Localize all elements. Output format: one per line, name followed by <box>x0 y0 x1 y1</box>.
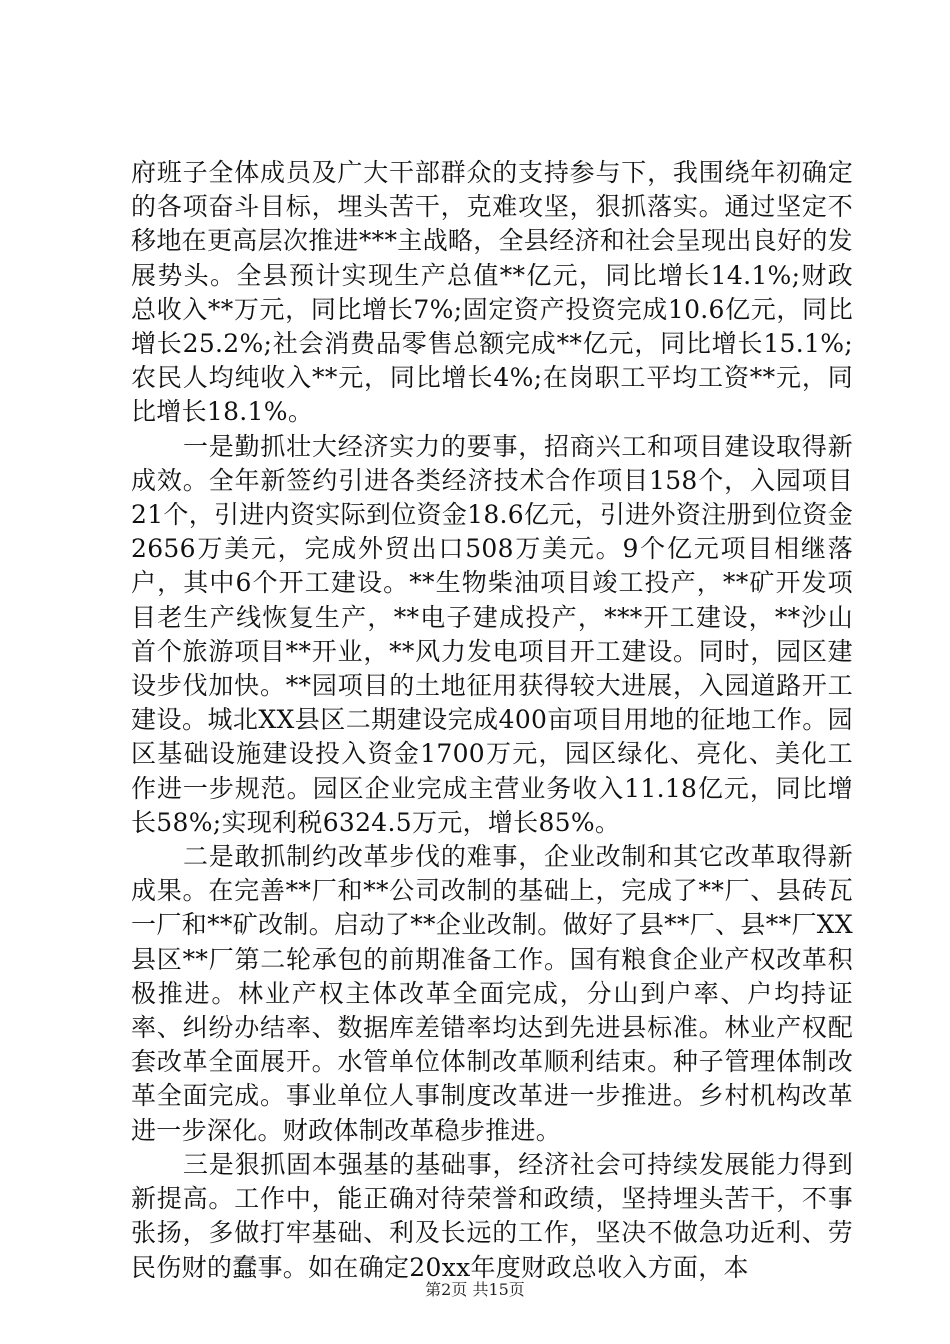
paragraph-foundation: 三是狠抓固本强基的基础事，经济社会可持续发展能力得到新提高。工作中，能正确对待荣誉和政绩，坚持埋头苦干，不事张扬，多做打牢基础、利及长远的工作，坚决不做急功近利、劳民伤财的蠢事。如在确定20xx年度财政总收入方面，本 <box>131 1149 853 1282</box>
paragraph-reform: 二是敢抓制约改革步伐的难事，企业改制和其它改革取得新成果。在完善**厂和**公司改制的基础上，完成了**厂、县砖瓦一厂和**矿改制。启动了**企业改制。做好了县**厂、县**厂XX县区**厂第二轮承包的前期准备工作。国有粮食企业产权改革积极推进。林业产权主体改革全面完成，分山到户率、户均持证率、纠纷办结率、数据库差错率均达到先进县标准。林业产权配套改革全面展开。水管单位体制改革顺利结束。种子管理体制改革全面完成。事业单位人事制度改革进一步推进。乡村机构改革进一步深化。财政体制改革稳步推进。 <box>131 842 853 1145</box>
paragraph-investment: 一是勤抓壮大经济实力的要事，招商兴工和项目建设取得新成效。全年新签约引进各类经济技术合作项目158个，入园项目21个，引进内资实际到位资金18.6亿元，引进外资注册到位资金2656万美元，完成外贸出口508万美元。9个亿元项目相继落户，其中6个开工建设。**生物柴油项目竣工投产，**矿开发项目老生产线恢复生产，**电子建成投产，***开工建设，**沙山首个旅游项目**开业，**风力发电项目开工建设。同时，园区建设步伐加快。**园项目的土地征用获得较大进展，入园道路开工建设。城北XX县区二期建设完成400亩项目用地的征地工作。园区基础设施建设投入资金1700万元，园区绿化、亮化、美化工作进一步规范。园区企业完成主营业务收入11.18亿元，同比增长58%;实现利税6324.5万元，增长85%。 <box>131 431 853 837</box>
paragraph-summary: 府班子全体成员及广大干部群众的支持参与下，我围绕年初确定的各项奋斗目标，埋头苦干，克难攻坚，狠抓落实。通过坚定不移地在更高层次推进***主战略，全县经济和社会呈现出良好的发展势头。全县预计实现生产总值**亿元，同比增长14.1%;财政总收入**万元，同比增长7%;固定资产投资完成10.6亿元，同比增长25.2%;社会消费品零售总额完成**亿元，同比增长15.1%;农民人均纯收入**元，同比增长4%;在岗职工平均工资**元，同比增长18.1%。 <box>131 158 853 427</box>
document-body <box>131 156 853 1285</box>
page-number-footer: 第2页 共15页 <box>425 1280 525 1299</box>
